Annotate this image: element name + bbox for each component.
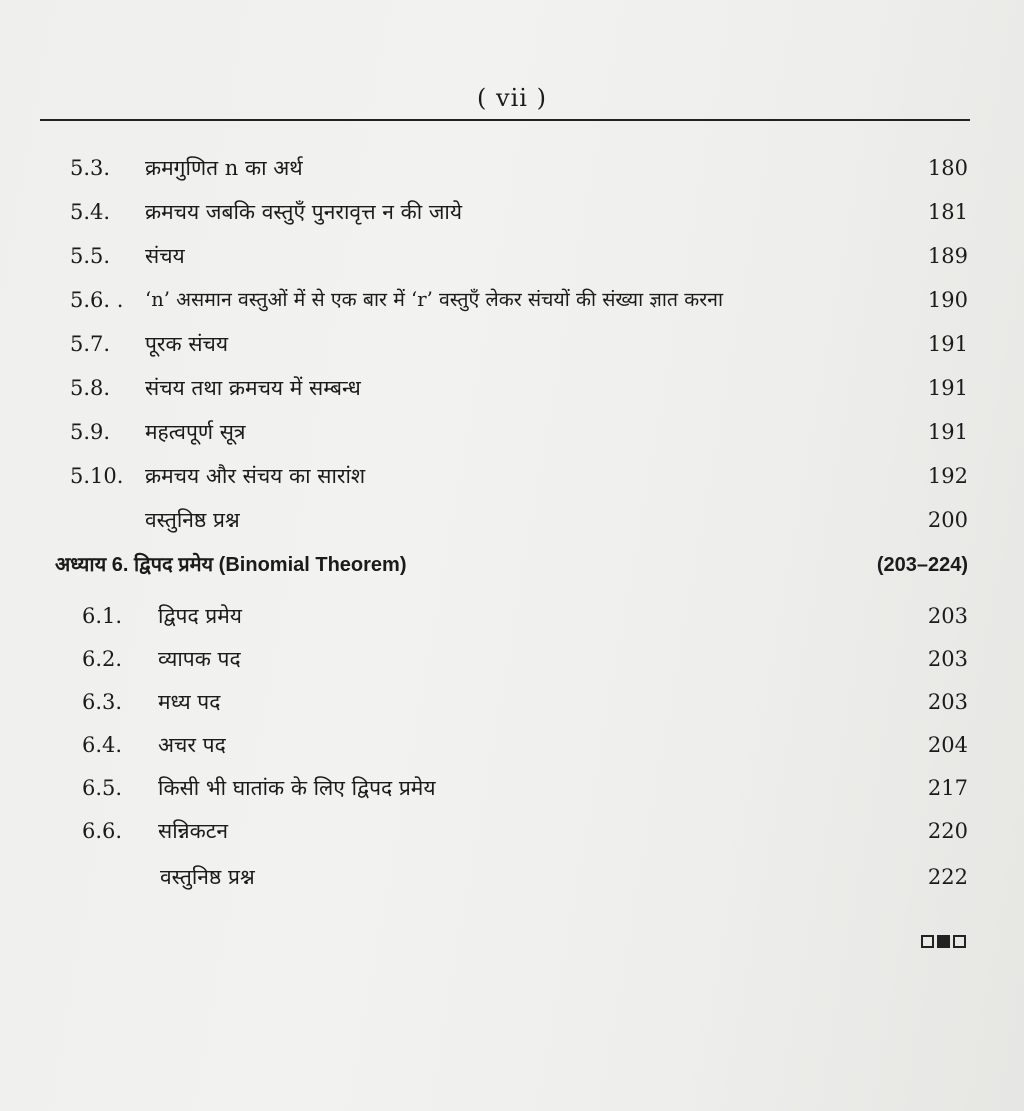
entry-number: 5.7.: [70, 332, 111, 356]
hollow-square-icon: [953, 935, 966, 948]
entry-title: संचय: [145, 244, 185, 268]
entry-number: 6.1.: [82, 604, 123, 628]
entry-title: व्यापक पद: [158, 647, 241, 671]
entry-title: मध्य पद: [158, 690, 221, 714]
toc-entry: [0, 641, 1024, 677]
entry-page: 191: [927, 332, 968, 356]
entry-title: अचर पद: [158, 733, 226, 757]
toc-entry: [0, 150, 1024, 186]
toc-entry: [0, 370, 1024, 406]
entry-number: 6.5.: [82, 776, 123, 800]
toc-entry: [0, 458, 1024, 494]
entry-page: 203: [927, 604, 968, 628]
toc-entry: [0, 684, 1024, 720]
chapter-page-range: (203–224): [876, 554, 968, 576]
toc-entry: [0, 414, 1024, 450]
toc-entry: [0, 194, 1024, 230]
entry-title: ‘n’ असमान वस्तुओं में से एक बार में ‘r’ वस्तुएँ लेकर संचयों की संख्या ज्ञात करना: [145, 288, 724, 311]
entry-number: 6.2.: [82, 647, 123, 671]
chapter-heading: [0, 547, 1024, 583]
toc-entry: [0, 326, 1024, 362]
entry-number: 5.6. .: [70, 288, 124, 312]
entry-title: सन्निकटन: [158, 819, 228, 843]
entry-page: 203: [927, 690, 968, 714]
entry-title: किसी भी घातांक के लिए द्विपद प्रमेय: [158, 776, 436, 800]
toc-entry: [0, 727, 1024, 763]
page-folio: ( vii ): [477, 84, 547, 112]
entry-page: 180: [927, 156, 968, 180]
entry-page: 203: [927, 647, 968, 671]
entry-page: 217: [927, 776, 968, 800]
entry-title: क्रमगुणित n का अर्थ: [145, 156, 303, 180]
entry-title: क्रमचय जबकि वस्तुएँ पुनरावृत्त न की जाये: [145, 200, 463, 224]
entry-number: 6.6.: [82, 819, 123, 843]
entry-page: 200: [927, 508, 968, 532]
entry-number: 6.3.: [82, 690, 123, 714]
entry-number: 6.4.: [82, 733, 123, 757]
entry-title: वस्तुनिष्ठ प्रश्न: [160, 865, 255, 889]
entry-page: 222: [927, 865, 968, 889]
filled-square-icon: [937, 935, 950, 948]
toc-entry: [0, 813, 1024, 849]
entry-title: द्विपद प्रमेय: [158, 604, 242, 628]
entry-page: 192: [927, 464, 968, 488]
entry-title: क्रमचय और संचय का सारांश: [145, 464, 366, 488]
entry-number: 5.5.: [70, 244, 111, 268]
entry-title: महत्वपूर्ण सूत्र: [145, 420, 246, 444]
entry-title: वस्तुनिष्ठ प्रश्न: [145, 508, 240, 532]
entry-title: संचय तथा क्रमचय में सम्बन्ध: [145, 376, 361, 400]
entry-number: 5.4.: [70, 200, 111, 224]
entry-page: 220: [927, 819, 968, 843]
toc-entry: [0, 502, 1024, 538]
entry-number: 5.10.: [70, 464, 124, 488]
toc-entry: [0, 238, 1024, 274]
entry-page: 204: [927, 733, 968, 757]
toc-entry: [0, 859, 1024, 895]
toc-entry: [0, 282, 1024, 318]
entry-number: 5.8.: [70, 376, 111, 400]
end-of-section-mark: [921, 935, 966, 948]
entry-page: 181: [927, 200, 968, 224]
chapter-title: अध्याय 6. द्विपद प्रमेय (Binomial Theorem): [55, 554, 407, 576]
entry-number: 5.9.: [70, 420, 111, 444]
entry-page: 189: [927, 244, 968, 268]
entry-page: 191: [927, 376, 968, 400]
entry-page: 191: [927, 420, 968, 444]
toc-entry: [0, 598, 1024, 634]
entry-title: पूरक संचय: [145, 332, 229, 356]
entry-page: 190: [927, 288, 968, 312]
hollow-square-icon: [921, 935, 934, 948]
header-rule: [40, 119, 970, 121]
entry-number: 5.3.: [70, 156, 111, 180]
toc-entry: [0, 770, 1024, 806]
